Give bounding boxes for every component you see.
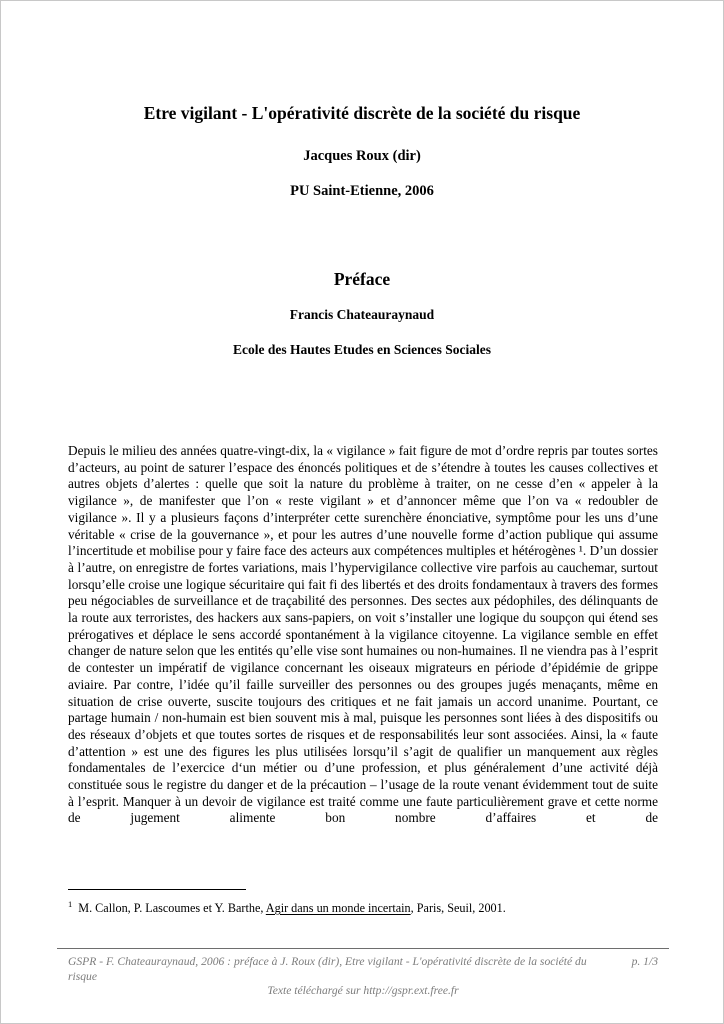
- footer-page-number: p. 1/3: [631, 955, 658, 968]
- footer-rule: [57, 948, 669, 949]
- book-editor: Jacques Roux (dir): [303, 148, 421, 164]
- page-footer: [68, 955, 658, 999]
- preface-heading: Préface: [333, 269, 391, 289]
- footnote-separator: [68, 889, 246, 890]
- footnote-marker: 1: [68, 899, 73, 909]
- preface-author: Francis Chateauraynaud: [289, 307, 435, 322]
- footer-citation: GSPR - F. Chateauraynaud, 2006 : préface à J. Roux (dir), Etre vigilant - L'opérativité discrète de la société du risque: [68, 955, 587, 983]
- footnote-work-title: Agir dans un monde incertain: [265, 901, 411, 916]
- book-publisher: PU Saint-Etienne, 2006: [290, 183, 434, 199]
- book-title: Etre vigilant - L'opérativité discrète de la société du risque: [143, 103, 581, 123]
- body-paragraph: Depuis le milieu des années quatre-vingt-dix, la « vigilance » fait figure de mot d’ordre repris par toutes sortes d’acteurs, au point de saturer l’espace des énoncés politiques et de s’étendre à toutes les causes collectives et autres objets d’alertes : quelle que soit la nature du problème à traiter, on ne cesse d’en « appeler à la vigilance », de manifester que l’on « reste vigilant » et d’annoncer même que l’on va « redoubler de vigilance ». Il y a plusieurs façons d’interpréter cette surenchère énonciative, symptôme pour les uns d’une véritable « crise de la gouvernance », et pour les autres d’une nouvelle forme d’action publique qui assume l’incertitude et mobilise pour y faire face des acteurs aux compétences multiples et hétérogènes ¹. D’un dossier à l’autre, on enregistre de fortes variations, mais l’hypervigilance collective vire parfois au cauchemar, surtout lorsqu’elle croise une logique sécuritaire qui fait fi des libertés et des droits fondamentaux à travers des formes peu négociables de surveillance et de traçabilité des personnes. Des sectes aux pédophiles, des délinquants de la route aux terroristes, des hackers aux sans-papiers, on voit s’installer une logique du soupçon qui étend ses prérogatives et déplace le sens accordé spontanément à la vigilance citoyenne. La vigilance semble en effet changer de nature selon que les entités qu’elle vise sont humaines ou non-humaines. Il ne viendra pas à l’esprit de contester un impératif de vigilance concernant les oiseaux migrateurs en période d’épidémie de grippe aviaire. Par contre, l’idée qu’il faille surveiller des personnes ou des groupes jugés menaçants, même en situation de crise ouverte, suscite toujours des critiques et ne fait jamais un accord unanime. Pourtant, ce partage humain / non-humain est bien souvent mis à mal, puisque les personnes sont liées à des dispositifs ou des réseaux d’objets et que toutes sortes de risques et de responsabilités leur sont associées. Ainsi, la « faute d’attention » est une des figures les plus utilisées lorsqu’il s’agit de qualifier un manquement aux règles fondamentales de l’exercice d‘un métier ou d’une profession, et plus généralement d’une activité déjà constituée sous le registre du danger et de la précaution – l’usage de la route venant évidemment tout de suite à l’esprit. Manquer à un devoir de vigilance est traité comme une faute particulièrement grave et cette norme de jugement alimente bon nombre d’affaires et de: [68, 443, 658, 826]
- footer-download-note: Texte téléchargé sur http://gspr.ext.free.fr: [267, 984, 459, 997]
- footnote: [68, 897, 658, 916]
- footnote-text-after: , Paris, Seuil, 2001.: [410, 901, 506, 916]
- footnote-text-before: M. Callon, P. Lascoumes et Y. Barthe,: [78, 901, 266, 916]
- preface-institution: Ecole des Hautes Etudes en Sciences Sociales: [233, 342, 491, 357]
